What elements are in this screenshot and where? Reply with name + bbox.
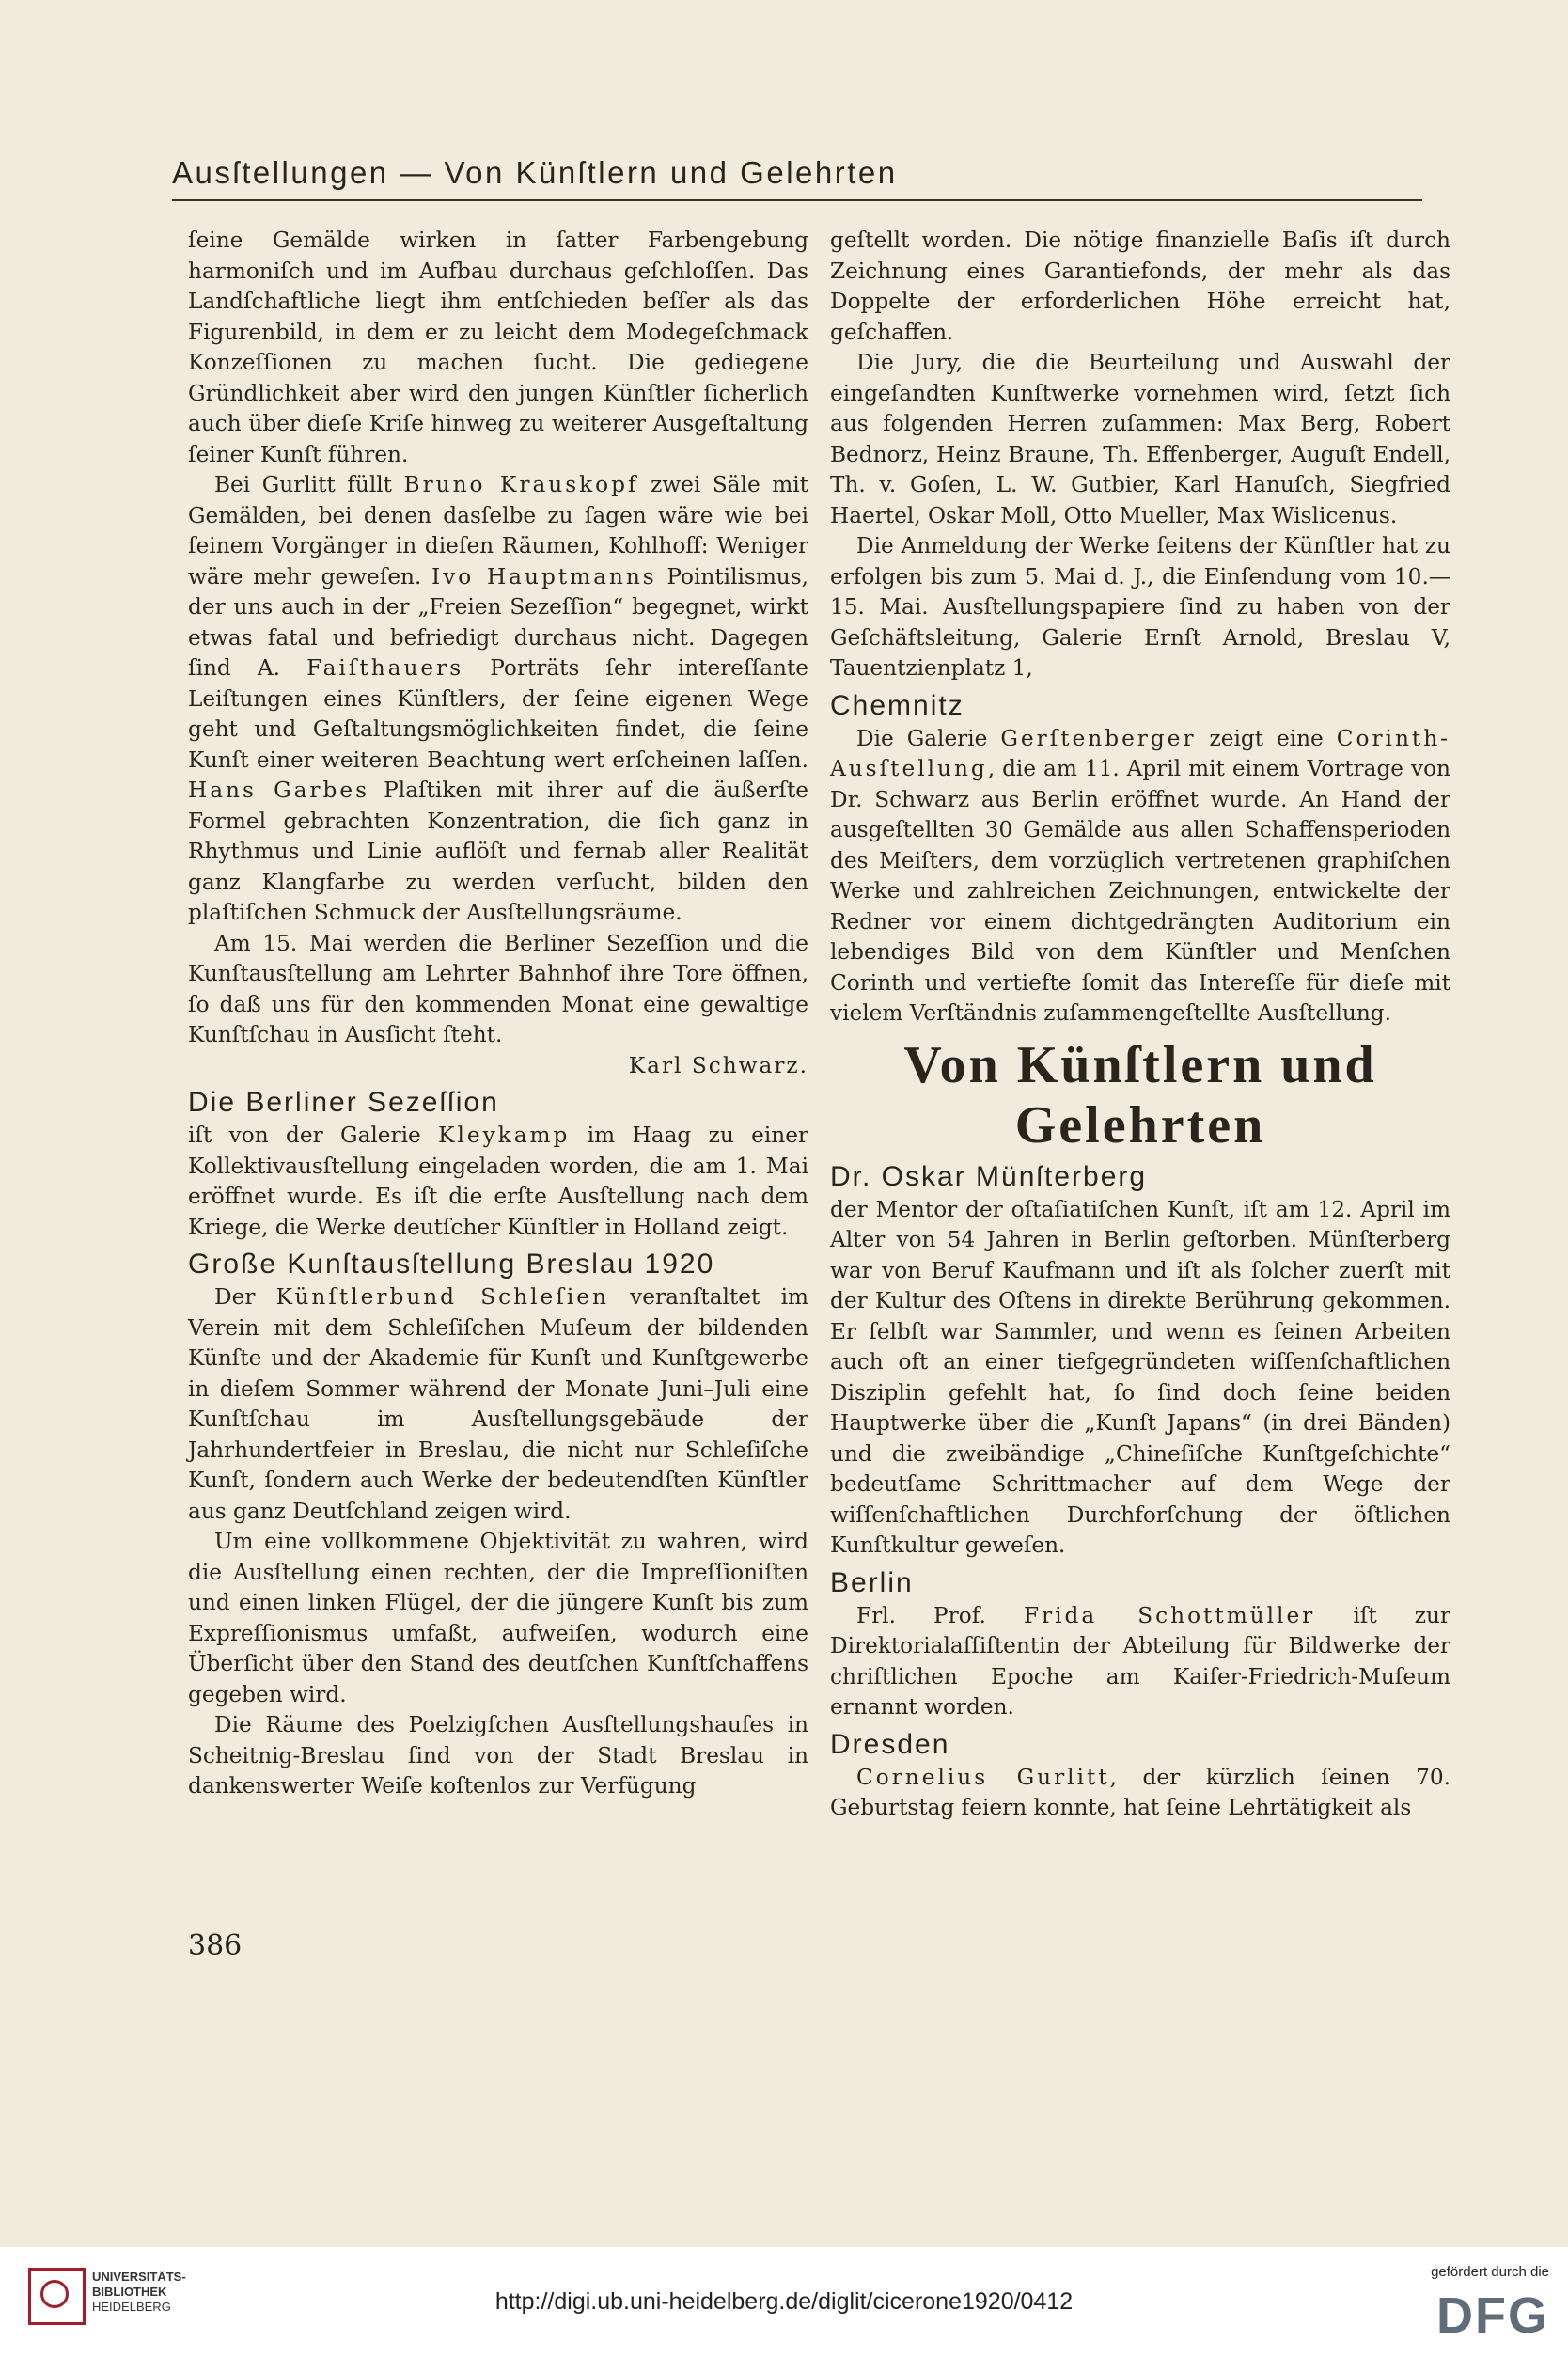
paragraph: geſtellt worden. Die nötige finanzielle Baſis iſt durch Zeichnung eines Garantiefonds, der mehr als das Doppelte der erforderlichen Höhe erreicht hat, geſchaffen. (830, 228, 1450, 345)
section-heading: Chemnitz (830, 689, 964, 721)
spaced-name: Hans Garbes (188, 778, 369, 803)
permalink-url[interactable]: http://digi.ub.uni-heidelberg.de/diglit/cicerone1920/0412 (494, 2288, 1074, 2315)
text-run: Pointilismus, der uns auch in der „Freien Sezeſſion“ begegnet, wirkt etwas fatal und befriedigt durchaus nicht. Dagegen ſind A. (188, 563, 809, 681)
section-heading: Berlin (830, 1566, 914, 1598)
spaced-name: Künſtlerbund Schleſien (275, 1284, 609, 1310)
signature: Karl Schwarz. (628, 1052, 808, 1078)
paragraph (188, 470, 808, 929)
section-title-line: Gelehrten (1014, 1095, 1266, 1155)
spaced-name: Kleykamp (438, 1123, 571, 1148)
section-heading: Die Berliner Sezeſſion (188, 1087, 499, 1118)
page-number: 386 (188, 1929, 243, 1962)
text-run: , die am 11. April mit einem Vortrage von Dr. Schwarz aus Berlin eröffnet wurde. An Hand der ausgeſtellten 30 Gemälde aus allen Schaffensperioden des Meiſters, dem vorzüglich vertretenen graphiſchen Werke und zahlreichen Zeichnungen, entwickelte der Redner vor einem dichtgedrängten Auditorium ein lebendiges Bild von dem Künſtler und Menſchen Corinth und vertiefte ſomit das Intereſſe für dieſe mit vielem Verſtändnis zuſammengeſtellte Ausſtellung. (830, 756, 1450, 1026)
text-run: , der kürzlich ſeinen 70. Geburtstag feiern konnte, hat ſeine Lehrtätigkeit als (830, 1764, 1450, 1820)
header-rule (172, 199, 1422, 201)
text-run: Frl. Prof. (856, 1602, 1024, 1628)
section-heading: Große Kunſtausſtellung Breslau 1920 (188, 1249, 715, 1280)
right-column (830, 226, 1450, 1824)
section-title-line: Von Künſtlern und (903, 1035, 1377, 1094)
section-title (830, 1035, 1450, 1155)
sponsor-label: gefördert durch die (1431, 2264, 1549, 2280)
spaced-name: Cornelius Gurlitt (856, 1764, 1110, 1790)
paragraph: der Mentor der oſtaſiatiſchen Kunſt, iſt am 12. April im Alter von 54 Jahren in Berlin geſtorben. Münſterberg war von Beruf Kaufmann und iſt als ſolcher zuerſt mit der Kultur des Oſtens in direkte Berührung gekommen. Er ſelbſt war Sammler, und wenn es ſeinen Arbeiten auch oft an einer tiefgegründeten wiſſenſchaftlichen Disziplin gefehlt hat, ſo ſind doch ſeine beiden Hauptwerke über die „Kunſt Japans“ (in drei Bänden) und die zweibändige „Chineſiſche Kunſtgeſchichte“ bedeutſame Schrittmacher auf dem Wege der wiſſenſchaftlichen Durchforſchung der öſtlichen Kunſtkultur geweſen. (830, 1196, 1450, 1558)
paragraph: ſeine Gemälde wirken in ſatter Farbengebung harmoniſch und im Aufbau durchaus geſchloſſen. Das Landſchaftliche liegt ihm entſchieden beſſer als das Figurenbild, in dem er zu leicht dem Modegeſchmack Konzeſſionen zu machen ſucht. Die gediegene Gründlichkeit aber wird den jungen Künſtler ſicherlich auch über dieſe Kriſe hinweg zu weiterer Ausgeſtaltung ſeiner Kunſt führen. (188, 228, 808, 467)
logo-line: BIBLIOTHEK (92, 2285, 167, 2299)
spaced-name: Frida Schottmüller (1023, 1602, 1316, 1628)
text-run: iſt zur Direktorialaſſiſtentin der Abteilung für Bildwerke der chriſtlichen Epoche am Kaiſer-Friedrich-Muſeum ernannt worden. (830, 1602, 1450, 1720)
running-header: Ausſtellungen — Von Künſtlern und Gelehrten (172, 155, 898, 190)
paragraph (830, 1601, 1450, 1723)
text-run: veranſtaltet im Verein mit dem Schleſiſchen Muſeum der bildenden Künſte und der Akademie für Kunſt und Kunſtgewerbe in dieſem Sommer während der Monate Juni–Juli eine Kunſtſchau im Ausſtellungsgebäude der Jahrhundertfeier in Breslau, die nicht nur Schleſiſche Kunſt, ſondern auch Werke der bedeutendſten Künſtler aus ganz Deutſchland zeigen wird. (188, 1284, 809, 1524)
text-run: Der (214, 1284, 276, 1310)
paragraph: Die Anmeldung der Werke ſeitens der Künſtler hat zu erfolgen bis zum 5. Mai d. J., die Einſendung vom 10.—15. Mai. Ausſtellungspapiere ſind zu haben von der Geſchäftsleitung, Galerie Ernſt Arnold, Breslau V, Tauentzienplatz 1, (830, 533, 1450, 681)
spaced-name: Bruno Krauskopf (403, 472, 639, 497)
spaced-name: Ivo Hauptmanns (431, 563, 657, 589)
paragraph (830, 724, 1450, 1029)
paragraph (188, 1121, 808, 1243)
section-heading: Dresden (830, 1728, 950, 1760)
text-run: Die Galerie (856, 725, 1001, 751)
paragraph (830, 1763, 1450, 1824)
paragraph: Die Räume des Poelzigſchen Ausſtellungshauſes in Scheitnig-Breslau ſind von der Stadt Breslau in dankenswerter Weiſe koſtenlos zur Verfügung (188, 1712, 808, 1799)
text-run: zwei Säle mit Gemälden, bei denen dasſelbe zu ſagen wäre wie bei ſeinem Vorgänger in dieſen Räumen, Kohlhoff: Weniger wäre mehr geweſen. (188, 472, 808, 589)
text-run: Plaſtiken mit ihrer auf die äußerſte Formel gebrachten Konzentration, die ſich ganz in Rhythmus und Linie auflöſt und fernab aller Realität ganz Klangfarbe zu werden verſucht, bilden den plaſtiſchen Schmuck der Ausſtellungsräume. (188, 778, 808, 925)
paragraph: Am 15. Mai werden die Berliner Sezeſſion und die Kunſtausſtellung am Lehrter Bahnhof ihre Tore öffnen, ſo daß uns für den kommenden Monat eine gewaltige Kunſtſchau in Ausſicht ſteht. (188, 930, 808, 1047)
paragraph: Um eine vollkommene Objektivität zu wahren, wird die Ausſtellung einen rechten, der die Impreſſioniſten und einen linken Flügel, der die jüngere Kunſt bis zum Expreſſionismus umfaßt, aufweiſen, wodurch eine Überſicht über den Stand des deutſchen Kunſtſchaffens gegeben wird. (188, 1529, 808, 1707)
section-heading: Dr. Oskar Münſterberg (830, 1160, 1148, 1192)
left-column (188, 226, 808, 1802)
spaced-name: Faiſthauers (306, 655, 464, 681)
text-run: im Haag zu einer Kollektivausſtellung eingeladen worden, die am 1. Mai eröffnet wurde. Es iſt die erſte Ausſtellung nach dem Kriege, die Werke deutſcher Künſtler in Holland zeigt. (188, 1123, 808, 1240)
dfg-logo[interactable]: DFG (1436, 2287, 1549, 2344)
logo-line: HEIDELBERG (92, 2300, 171, 2314)
text-run: zeigt eine (1196, 725, 1337, 751)
paragraph (188, 1282, 808, 1527)
logo-line: UNIVERSITÄTS- (92, 2270, 186, 2284)
spaced-name: Corinth-Ausſtellung (830, 725, 1450, 781)
text-run: Porträts ſehr intereſſante Leiſtungen eines Künſtlers, der ſeine eigenen Wege geht und Geſtaltungsmöglichkeiten findet, die ſeine Kunſt einer weiteren Beachtung wert erſcheinen laſſen. (188, 655, 808, 773)
spaced-name: Gerſtenberger (1000, 725, 1197, 751)
text-run: Bei Gurlitt füllt (214, 472, 404, 497)
text-run: iſt von der Galerie (188, 1123, 439, 1148)
paragraph: Die Jury, die die Beurteilung und Auswahl der eingeſandten Kunſtwerke vornehmen wird, ſetzt ſich aus folgenden Herren zuſammen: Max Berg, Robert Bednorz, Heinz Braune, Th. Effenberger, Auguſt Endell, Th. v. Goſen, L. W. Gutbier, Karl Hanuſch, Siegfried Haertel, Oskar Moll, Otto Mueller, Max Wislicenus. (830, 350, 1450, 528)
